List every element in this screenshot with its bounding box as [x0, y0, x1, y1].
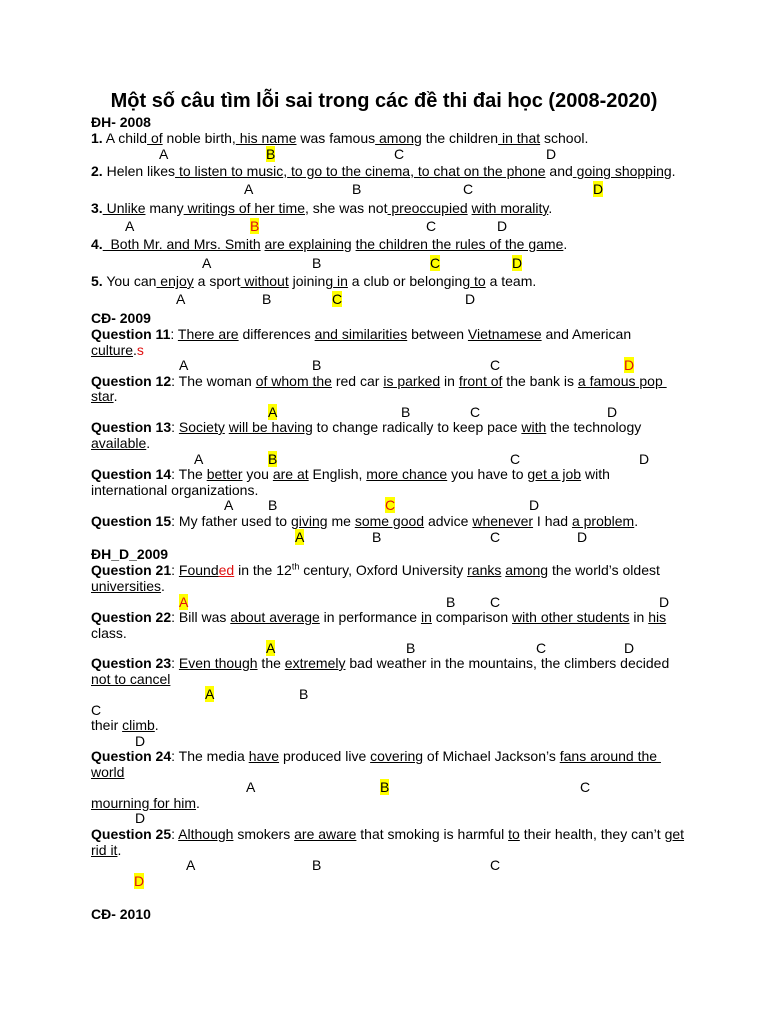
option-c: C — [490, 594, 501, 610]
option-b: B — [446, 594, 456, 610]
option-a: A — [295, 529, 305, 545]
question-11: Question 11: There are differences and similarities between Vietnamese and American — [91, 326, 632, 342]
question-14-line2: international organizations. — [91, 482, 259, 498]
question-24-line2: world — [91, 764, 125, 780]
option-c: C — [332, 291, 343, 307]
section-heading: ĐH_D_2009 — [91, 546, 169, 562]
page-title: Một số câu tìm lỗi sai trong các đề thi đai học (2008-2020) — [110, 90, 658, 112]
option-c: C — [536, 640, 547, 656]
option-d: D — [529, 497, 540, 513]
question-12-line2: star. — [91, 388, 118, 404]
option-c: C — [490, 357, 501, 373]
option-c: C — [580, 779, 591, 795]
option-d: D — [577, 529, 588, 545]
question-24: Question 24: The media have produced live covering of Michael Jackson’s fans around the — [91, 748, 661, 764]
option-b: B — [401, 404, 411, 420]
section-heading: CĐ- 2009 — [91, 310, 151, 326]
option-b: B — [372, 529, 382, 545]
option-c: C — [470, 404, 481, 420]
option-c: C — [394, 146, 405, 162]
question-13: Question 13: Society will be having to change radically to keep pace with the technology — [91, 419, 642, 435]
question-23: Question 23: Even though the extremely bad weather in the mountains, the climbers decided — [91, 655, 670, 671]
option-c: C — [91, 702, 102, 718]
option-a: A — [266, 640, 276, 656]
question-1: 1. A child of noble birth, his name was famous among the children in that school. — [91, 130, 589, 146]
option-d: D — [497, 218, 508, 234]
question-22-line2: class. — [91, 625, 127, 641]
option-d: D — [512, 255, 523, 271]
option-b: B — [352, 181, 362, 197]
question-22: Question 22: Bill was about average in performance in comparison with other students in his — [91, 609, 667, 625]
section-heading: ĐH- 2008 — [91, 114, 151, 130]
question-21-line2: universities. — [91, 578, 165, 594]
option-a: A — [186, 857, 196, 873]
option-d: D — [593, 181, 604, 197]
question-23-line2: not to cancel — [91, 671, 171, 687]
option-a: A — [244, 181, 254, 197]
option-b: B — [380, 779, 390, 795]
option-d: D — [624, 640, 635, 656]
option-b: B — [406, 640, 416, 656]
question-2: 2. Helen likes to listen to music, to go to the cinema, to chat on the phone and going shopping. — [91, 163, 676, 179]
option-b: B — [312, 255, 322, 271]
option-b: B — [312, 857, 322, 873]
option-c: C — [426, 218, 437, 234]
option-c: C — [385, 497, 396, 513]
option-a: A — [268, 404, 278, 420]
question-25: Question 25: Although smokers are aware that smoking is harmful to their health, they can’t get — [91, 826, 685, 842]
question-25-line2: rid it. — [91, 842, 122, 858]
question-5: 5. You can enjoy a sport without joining in a club or belonging to a team. — [91, 273, 537, 289]
option-d: D — [639, 451, 650, 467]
option-c: C — [490, 857, 501, 873]
option-d: D — [465, 291, 476, 307]
question-15: Question 15: My father used to giving me some good advice whenever I had a problem. — [91, 513, 639, 529]
question-14: Question 14: The better you are at English, more chance you have to get a job with — [91, 466, 610, 482]
option-a: A — [176, 291, 186, 307]
question-13-line2: available. — [91, 435, 151, 451]
question-21: Question 21: Founded in the 12th century, Oxford University ranks among the world’s oldest — [91, 561, 660, 578]
option-c: C — [463, 181, 474, 197]
question-23-line3: their climb. — [91, 717, 159, 733]
option-b: B — [268, 497, 278, 513]
option-a: A — [205, 686, 215, 702]
option-d: D — [607, 404, 618, 420]
option-a: A — [246, 779, 256, 795]
option-a: A — [179, 357, 189, 373]
option-c: C — [490, 529, 501, 545]
option-a: A — [224, 497, 234, 513]
option-b: B — [250, 218, 260, 234]
option-d: D — [659, 594, 670, 610]
option-a: A — [125, 218, 135, 234]
question-24-line3: mourning for him. — [91, 795, 200, 811]
option-a: A — [179, 594, 189, 610]
option-a: A — [194, 451, 204, 467]
option-c: C — [430, 255, 441, 271]
option-d: D — [134, 873, 145, 889]
option-b: B — [299, 686, 309, 702]
option-a: A — [159, 146, 169, 162]
question-4: 4. Both Mr. and Mrs. Smith are explaining the children the rules of the game. — [91, 236, 568, 252]
option-b: B — [262, 291, 272, 307]
option-b: B — [268, 451, 278, 467]
option-c: C — [510, 451, 521, 467]
question-12: Question 12: The woman of whom the red car is parked in front of the bank is a famous pop — [91, 373, 667, 389]
option-d: D — [135, 733, 146, 749]
section-heading: CĐ- 2010 — [91, 906, 151, 922]
option-d: D — [135, 810, 146, 826]
question-11-line2: culture.s — [91, 342, 144, 358]
option-d: D — [546, 146, 557, 162]
option-b: B — [266, 146, 276, 162]
option-b: B — [312, 357, 322, 373]
option-a: A — [202, 255, 212, 271]
option-d: D — [624, 357, 635, 373]
question-3: 3. Unlike many writings of her time, she was not preoccupied with morality. — [91, 200, 553, 216]
